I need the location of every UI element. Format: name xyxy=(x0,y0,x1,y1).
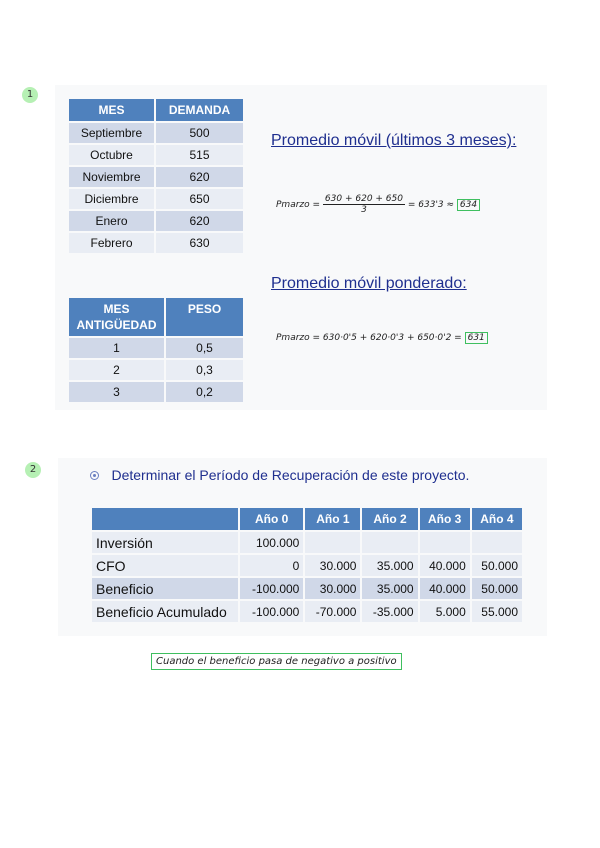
boxed-result: 634 xyxy=(457,199,480,211)
col-header-demanda: DEMANDA xyxy=(156,99,243,121)
cell xyxy=(305,532,360,553)
cell: 35.000 xyxy=(362,578,417,599)
cell xyxy=(420,532,470,553)
cell: 40.000 xyxy=(420,555,470,576)
col-header-mes: MES xyxy=(69,99,154,121)
cell: 0,5 xyxy=(166,338,243,358)
row-label: Beneficio xyxy=(92,578,238,599)
cell: 50.000 xyxy=(472,555,522,576)
cell: Diciembre xyxy=(69,189,154,209)
col-header-peso: PESO xyxy=(166,298,243,336)
section-1-badge: 1 xyxy=(22,87,38,103)
note-label: Pmarzo = xyxy=(276,200,321,210)
row-label: CFO xyxy=(92,555,238,576)
cell: -100.000 xyxy=(240,578,303,599)
cell: 620 xyxy=(156,167,243,187)
row-label: Beneficio Acumulado xyxy=(92,601,238,622)
col-header-ano-4: Año 4 xyxy=(472,508,522,530)
cell: Febrero xyxy=(69,233,154,253)
col-header-mes-antiguedad: MES ANTIGÜEDAD xyxy=(69,298,164,336)
cell: 620 xyxy=(156,211,243,231)
cell: 2 xyxy=(69,360,164,380)
row-label: Inversión xyxy=(92,532,238,553)
note-result: = 633'3 ≈ xyxy=(407,200,455,210)
note-text: Pmarzo = 630·0'5 + 620·0'3 + 650·0'2 = xyxy=(276,333,462,343)
cell: 30.000 xyxy=(305,578,360,599)
cell: -35.000 xyxy=(362,601,417,622)
cell: Octubre xyxy=(69,145,154,165)
cell: 100.000 xyxy=(240,532,303,553)
table-row xyxy=(69,211,243,231)
table-row xyxy=(69,360,243,380)
cell: 0,3 xyxy=(166,360,243,380)
table-row xyxy=(69,145,243,165)
col-header-ano-1: Año 1 xyxy=(305,508,360,530)
cell: 35.000 xyxy=(362,555,417,576)
bullet-line xyxy=(90,467,469,485)
bullet-text: Determinar el Período de Recuperación de este proyecto. xyxy=(111,467,470,483)
section-2-badge: 2 xyxy=(25,462,41,478)
cell: 3 xyxy=(69,382,164,402)
cell: -100.000 xyxy=(240,601,303,622)
cell: 40.000 xyxy=(420,578,470,599)
payback-table xyxy=(90,506,524,624)
col-header-blank xyxy=(92,508,238,530)
cell: 630 xyxy=(156,233,243,253)
moving-average-note xyxy=(276,194,480,215)
cell: 650 xyxy=(156,189,243,209)
cell: 30.000 xyxy=(305,555,360,576)
cell xyxy=(472,532,522,553)
cell: 515 xyxy=(156,145,243,165)
cell: Enero xyxy=(69,211,154,231)
col-header-ano-3: Año 3 xyxy=(420,508,470,530)
weight-table xyxy=(67,296,245,404)
table-row xyxy=(69,338,243,358)
heading-moving-average: Promedio móvil (últimos 3 meses): xyxy=(271,132,517,149)
cell: 55.000 xyxy=(472,601,522,622)
fraction xyxy=(323,194,405,215)
cell: Noviembre xyxy=(69,167,154,187)
heading-weighted-average: Promedio móvil ponderado: xyxy=(271,275,467,292)
cell: 0,2 xyxy=(166,382,243,402)
boxed-result: 631 xyxy=(465,332,488,344)
table-row xyxy=(69,189,243,209)
cell: Septiembre xyxy=(69,123,154,143)
cell: 0 xyxy=(240,555,303,576)
circle-bullet-icon xyxy=(90,471,99,480)
table-row xyxy=(69,123,243,143)
handwritten-note: Cuando el beneficio pasa de negativo a positivo xyxy=(151,653,402,670)
table-row xyxy=(69,167,243,187)
demand-table xyxy=(67,97,245,255)
cell: 500 xyxy=(156,123,243,143)
fraction-numerator: 630 + 620 + 650 xyxy=(324,194,403,204)
col-header-ano-2: Año 2 xyxy=(362,508,417,530)
table-row xyxy=(69,233,243,253)
fraction-denominator: 3 xyxy=(361,205,367,215)
table-row xyxy=(92,555,522,576)
table-row xyxy=(92,532,522,553)
cell: 5.000 xyxy=(420,601,470,622)
table-row xyxy=(92,578,522,599)
col-header-ano-0: Año 0 xyxy=(240,508,303,530)
cell xyxy=(362,532,417,553)
cell: 1 xyxy=(69,338,164,358)
cell: 50.000 xyxy=(472,578,522,599)
table-row xyxy=(92,601,522,622)
cell: -70.000 xyxy=(305,601,360,622)
weighted-average-note xyxy=(276,333,488,343)
table-row xyxy=(69,382,243,402)
